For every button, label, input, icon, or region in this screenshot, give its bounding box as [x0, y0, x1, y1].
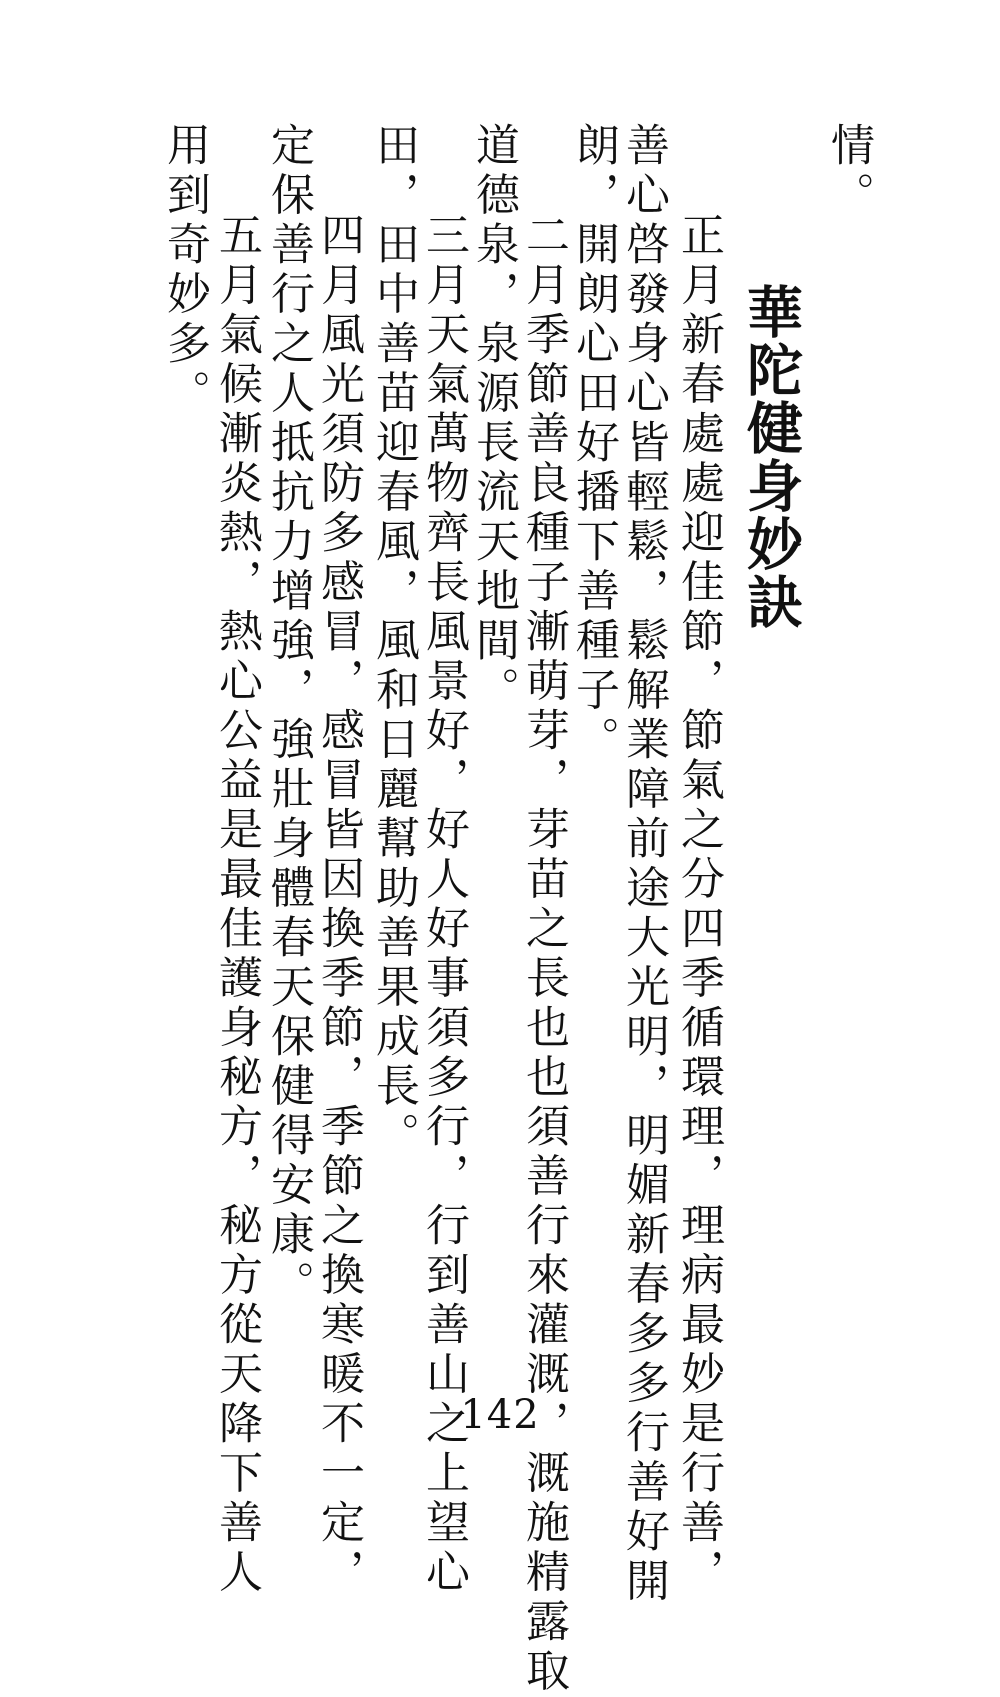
text-column: 道德泉，泉源長流天地間。	[468, 122, 519, 716]
text-column: 正月新春處處迎佳節，節氣之分四季循環理，理病最妙是行善，	[673, 212, 724, 1598]
text-column: 用到奇妙多。	[159, 122, 210, 419]
text-column: 四月風光須防多感冒，感冒皆因換季節，季節之換寒暖不一定，	[313, 212, 364, 1598]
poem-title: 華陀健身妙訣	[738, 283, 803, 631]
text-column: 五月氣候漸炎熱，熱心公益是最佳護身秘方，秘方從天降下善人	[211, 212, 262, 1598]
text-column: 田，田中善苗迎春風，風和日麗幫助善果成長。	[368, 122, 419, 1162]
text-column: 善心啓發身心皆輕鬆，鬆解業障前途大光明，明媚新春多多行善好開	[618, 122, 669, 1607]
text-column: 情。	[823, 122, 874, 221]
text-column: 朗，開朗心田好播下善種子。	[568, 122, 619, 766]
page-number: 142	[460, 1392, 540, 1438]
text-column: 二月季節善良種子漸萌芽，芽苗之長也也須善行來灌溉，溉施精露取	[518, 212, 569, 1697]
text-column: 定保善行之人抵抗力增強，強壯身體春天保健得安康。	[263, 122, 314, 1310]
text-column: 三月天氣萬物齊長風景好，好人好事須多行，行到善山之上望心	[418, 212, 469, 1598]
